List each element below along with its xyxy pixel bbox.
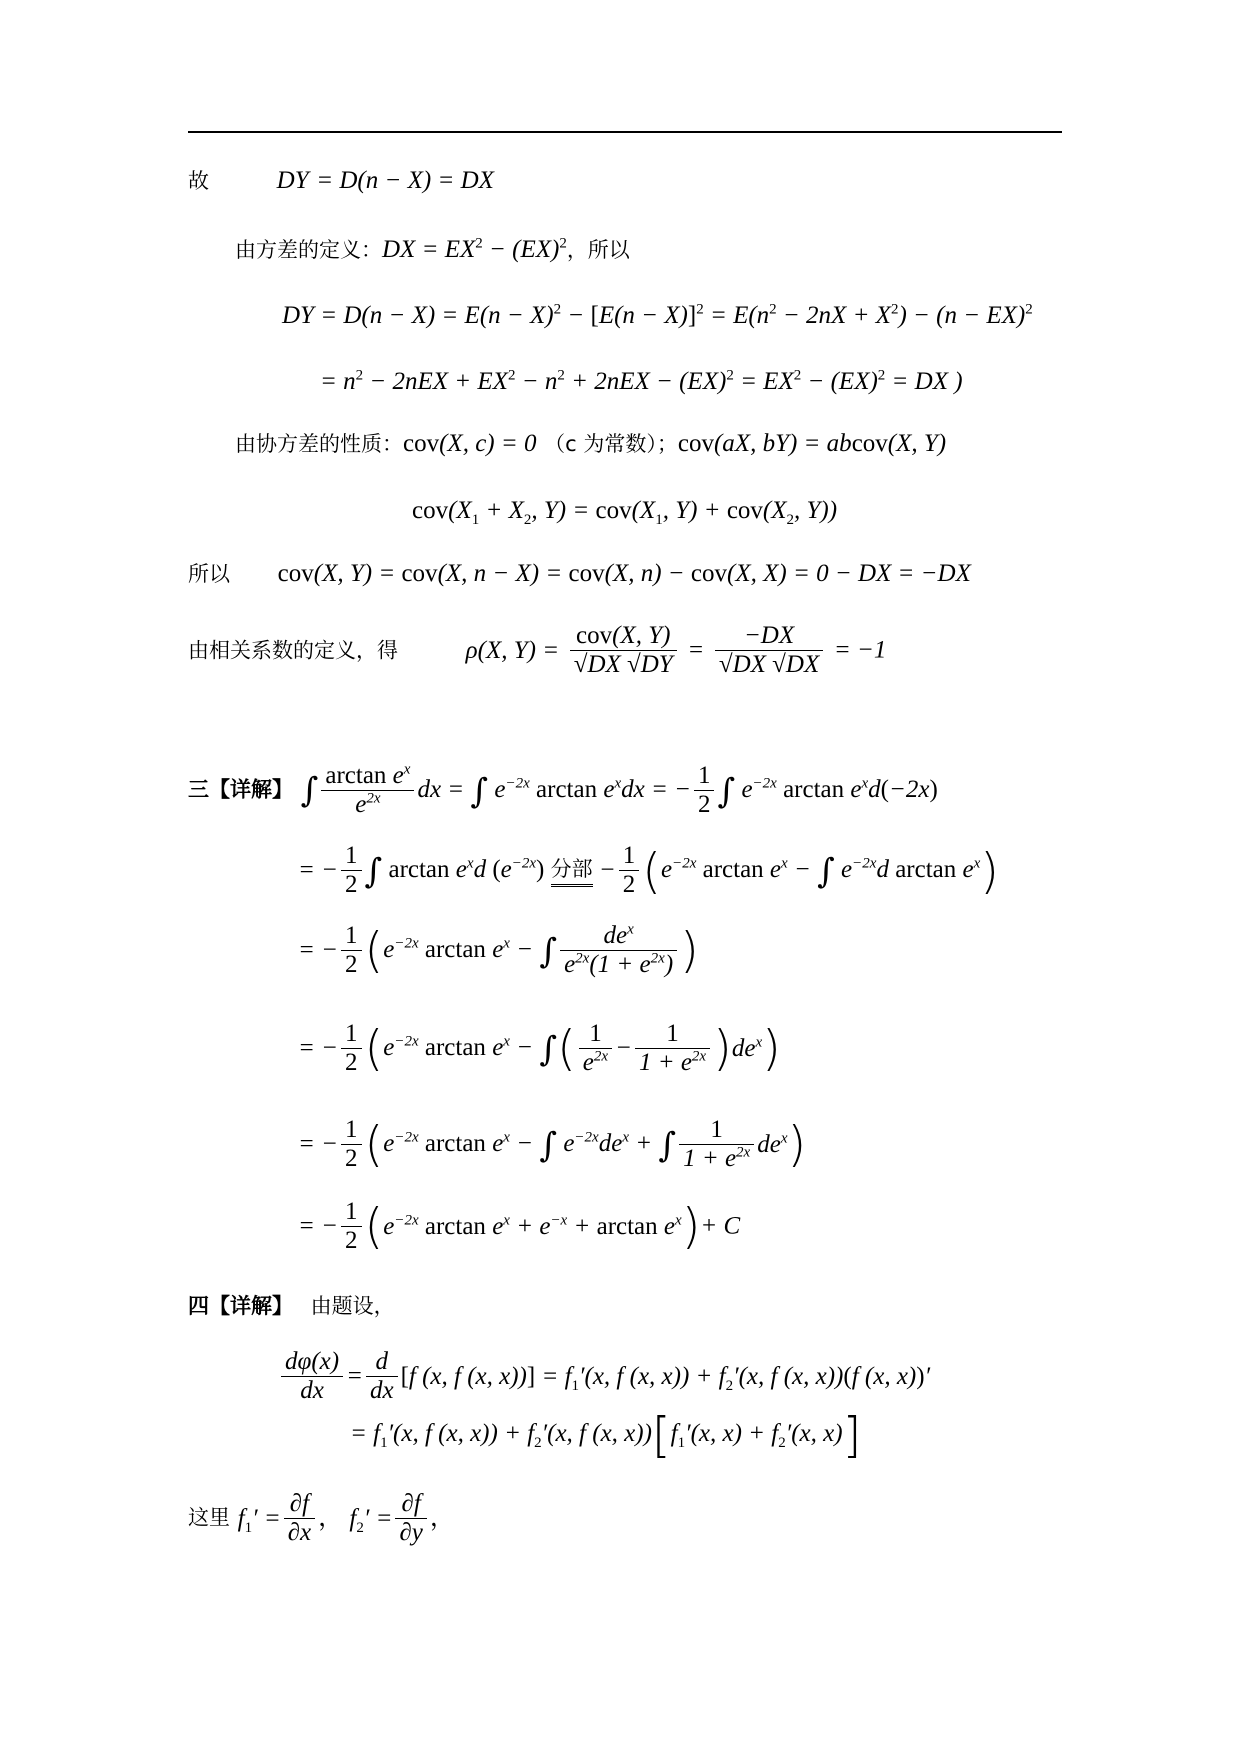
label-by-assump: 由题设， <box>310 1294 395 1318</box>
label-gu: 故 <box>188 169 209 193</box>
eq-dy-derivation-1: DY = $D(n - X) = E(n - X)^2 - [E(n - X)]^2 = E(n^2 - 2nX + X^2) - (n - EX)^2$ <box>282 301 1033 329</box>
header-rule <box>188 131 1062 133</box>
sec3-line-1: 三【详解】 ∫ $\frac{\arctan e^x}{e^{2x}}$ dx = ∫ $e^{-2x}$ $\arctan e^xdx$ = − $\frac{1}{2}$ ∫ $e^{-2x}$ $\arctan e^xd(-2x)$ <box>188 761 938 818</box>
sec3-heading: 三【详解】 <box>188 777 293 802</box>
formula: DX = $EX^2 - (EX)^2$ <box>382 235 567 263</box>
eq-correlation: 由相关系数的定义，得 ρ(X, Y) = $\frac{\text{cov(X, Y)}}{√DX √DY}$ = $\frac{-DX}{√DX √DX}$ = −1 <box>188 622 887 678</box>
sec4-line-2: = $f_1'(x$, f (x, $x)) + f_2'(x$, f (x, $x))[f_1'(x$, $x) + f_2'(x$, x)] <box>350 1407 862 1464</box>
label-suoyi2: 所以 <box>188 562 230 586</box>
sec4-heading: 四【详解】 <box>188 1294 293 1318</box>
cov-properties-line: 由协方差的性质：cov(X, c) = 0 （c 为常数）；cov(aX, bY) = abcov(X, Y) <box>235 430 947 457</box>
sec3-line-2: = − $\frac{1}{2}$ ∫ $\arctan e^xd$ $(e^{-2x})$ 分部 − $\frac{1}{2}$ ($e^{-2x}$ $\arctan e^x$ − ∫ $e^{-2x}d$ $\arctan e^x$) <box>298 842 1000 900</box>
sec4-heading-line <box>188 1290 395 1321</box>
label-fenbu: 分部 <box>551 854 593 887</box>
eq-dy-derivation-2: = $n^2 - 2nEX + EX^2 - n^2 + 2nEX - (EX)^2 = EX^2 - (EX)^2$ = DX ) <box>320 367 963 395</box>
cov-additivity: $cov(X_1 + X_2$, $Y) = cov(X_1$, $Y) + cov(X_2$, Y)) <box>412 497 838 528</box>
sec4-note: 这里 $f_1'$ = $\frac{\partial f}{\partial x}$ ， $f_2'$ = $\frac{\partial f}{\partial y}$ ， <box>188 1490 455 1546</box>
label-rho-def: 由相关系数的定义，得 <box>188 638 398 663</box>
formula: DY <box>276 167 309 194</box>
label-suoyi: ，所以 <box>566 238 630 262</box>
label-zheli: 这里 <box>188 1505 230 1530</box>
eq-cov-xy: 所以 cov(X, Y) = cov(X, n − X) = cov(X, n) − cov(X, X) = 0 − DX = −DX <box>188 560 971 587</box>
eq-dy-equals-dx: 故 DY = D(n − X) = DX <box>188 167 494 194</box>
sec3-line-5: = − $\frac{1}{2}$ ($e^{-2x}$ $\arctan e^x$ − ∫ $e^{-2x}de^x$ + ∫ $\frac{1}{1 + e^{2x}}$ $de^x$) <box>298 1116 807 1173</box>
label-c-const: （c 为常数）； <box>544 432 678 456</box>
label-variance-def: 由方差的定义： <box>235 238 382 262</box>
sec4-line-1: $\frac{d\varphi(x)}{dx}$ = $\frac{d}{dx}$ [f (x, f (x, $x))] = f_1'(x$, f (x, $x)) + f_2'(x$, f (x, x))(f (x, x))′ <box>278 1348 930 1405</box>
variance-definition-line <box>235 234 630 265</box>
sec3-line-3: = − $\frac{1}{2}$ ($e^{-2x}$ $\arctan e^x$ − ∫ $\frac{de^x}{e^{2x}(1 + e^{2x})}$ ) <box>298 921 699 979</box>
sec3-line-4: = − $\frac{1}{2}$ ($e^{-2x}$ $\arctan e^x$ − ∫( $\frac{1}{e^{2x}}$ − $\frac{1}{1 + e^{2x}}$ )$de^x$) <box>298 1020 781 1077</box>
label-cov-props: 由协方差的性质： <box>235 432 403 456</box>
sec3-line-6: = − $\frac{1}{2}$ ($e^{-2x}$ $\arctan e^x + e^{-x} + \arctan e^x)+ C$ <box>298 1198 741 1255</box>
